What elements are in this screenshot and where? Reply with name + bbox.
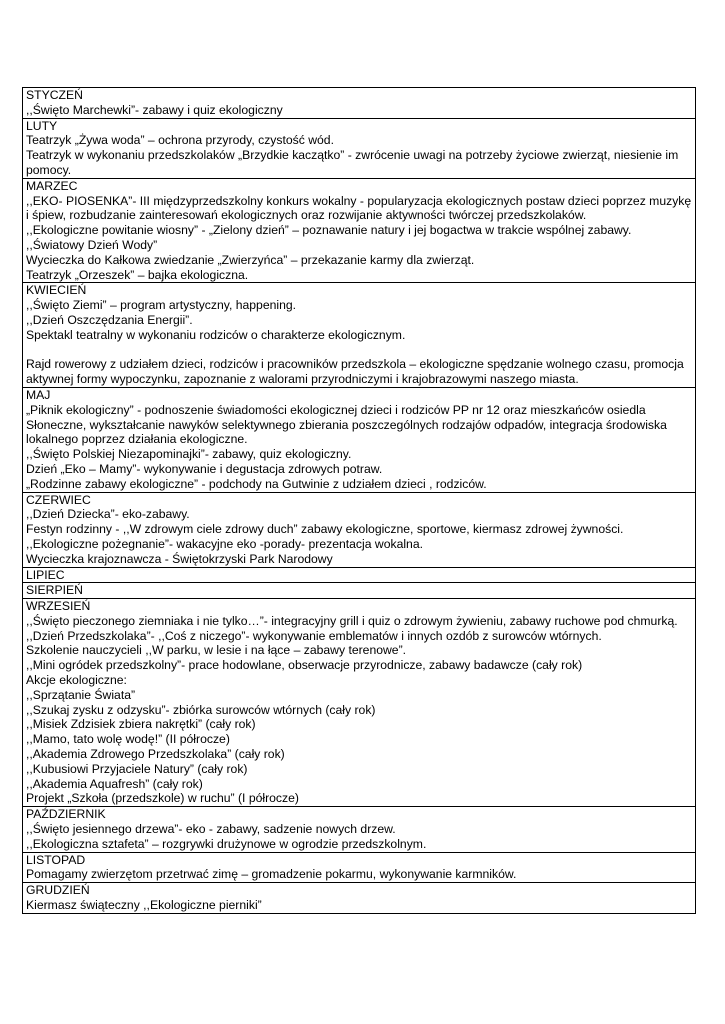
activity-line: Wycieczka do Kałkowa zwiedzanie „Zwierzyńca” – przekazanie karmy dla zwierząt.	[26, 252, 475, 267]
month-name: MAJ	[26, 387, 51, 402]
activity-line: ,,Mamo, tato wolę wodę!” (II półrocze)	[26, 732, 230, 747]
activity-line: ,,Ekologiczne powitanie wiosny” - „Zielony dzień” – poznawanie natury i jej bogactwa w trakcie wspólnej zabawy.	[26, 223, 632, 238]
activity-line: Słoneczne, wykształcanie nawyków selektywnego zbierania poszczególnych rodzajów odpadów, integracja środowiska	[26, 417, 667, 432]
activity-line: ,,EKO- PIOSENKA”- III międzyprzedszkolny konkurs wokalny - popularyzacja ekologicznych postaw dzieci poprzez muzykę	[26, 193, 692, 208]
month-row	[23, 568, 695, 584]
month-row	[23, 179, 695, 284]
activity-line: ,,Mini ogródek przedszkolny”- prace hodowlane, obserwacje przyrodnicze, zabawy badawcze (cały rok)	[26, 658, 583, 673]
month-row	[23, 119, 695, 179]
month-name: LUTY	[26, 118, 58, 133]
activity-line: aktywnej formy wypoczynku, zapoznanie z walorami przyrodniczymi i krajobrazowymi naszego miasta.	[26, 372, 579, 387]
activity-line: ,,Ekologiczna sztafeta” – rozgrywki drużynowe w ogrodzie przedszkolnym.	[26, 836, 427, 851]
month-row	[23, 88, 695, 119]
activity-line: „Piknik ekologiczny” - podnoszenie świadomości ekologicznej dzieci i rodziców PP nr 12 oraz mieszkańców osiedla	[26, 402, 646, 417]
month-row	[23, 853, 695, 884]
month-name: WRZESIEŃ	[26, 599, 91, 614]
activity-line: Projekt „Szkoła (przedszkole) w ruchu” (I półrocze)	[26, 791, 299, 806]
month-row	[23, 807, 695, 852]
activity-line: ,,Światowy Dzień Wody”	[26, 237, 158, 252]
activity-line: i śpiew, rozbudzanie zainteresowań ekologicznych oraz rozwijanie aktywności twórczej przedszkolaków.	[26, 208, 587, 223]
month-name: LIPIEC	[26, 567, 65, 582]
month-name: KWIECIEŃ	[26, 283, 87, 298]
activity-line: Teatrzyk w wykonaniu przedszkolaków „Brzydkie kaczątko” - zwrócenie uwagi na potrzeby życiowe zwierząt, niesienie im	[26, 148, 679, 163]
activity-line: Teatrzyk „Żywa woda” – ochrona przyrody, czystość wód.	[26, 133, 334, 148]
activity-line: Akcje ekologiczne:	[26, 673, 127, 688]
month-row	[23, 883, 695, 914]
activity-line	[26, 343, 692, 358]
month-name: SIERPIEŃ	[26, 583, 83, 598]
month-row	[23, 583, 695, 599]
month-row	[23, 283, 695, 388]
activity-line: ,,Akademia Zdrowego Przedszkolaka” (cały rok)	[26, 747, 285, 762]
month-name: LISTOPAD	[26, 852, 86, 867]
activity-line: Spektakl teatralny w wykonaniu rodziców o charakterze ekologicznym.	[26, 327, 406, 342]
activity-line: ,,Święto Ziemi” – program artystyczny, happening.	[26, 298, 297, 313]
activity-line: ,,Misiek Zdzisiek zbiera nakrętki” (cały rok)	[26, 717, 256, 732]
activity-line: „Rodzinne zabawy ekologiczne” - podchody na Gutwinie z udziałem dzieci , rodziców.	[26, 476, 487, 491]
month-name: PAŹDZIERNIK	[26, 807, 106, 822]
month-name: GRUDZIEŃ	[26, 883, 90, 898]
activity-line: Szkolenie nauczycieli ,,W parku, w lesie i na łące – zabawy terenowe”.	[26, 643, 407, 658]
activity-line: Rajd rowerowy z udziałem dzieci, rodziców i pracowników przedszkola – ekologiczne spędzanie wolnego czasu, promocja	[26, 357, 684, 372]
activity-line: Kiermasz świąteczny ,,Ekologiczne pierniki”	[26, 898, 262, 913]
activity-line: Festyn rodzinny - ,,W zdrowym ciele zdrowy duch” zabawy ekologiczne, sportowe, kiermasz zdrowej żywności.	[26, 522, 624, 537]
activity-line: pomocy.	[26, 162, 72, 177]
activity-line: ,,Kubusiowi Przyjaciele Natury” (cały rok)	[26, 761, 248, 776]
activity-line: ,,Święto Marchewki”- zabawy i quiz ekologiczny	[26, 102, 283, 117]
activity-line: ,,Ekologiczne pożegnanie”- wakacyjne eko -porady- prezentacja wokalna.	[26, 536, 423, 551]
activity-calendar-table	[22, 87, 696, 914]
activity-line: ,,Dzień Dziecka”- eko-zabawy.	[26, 507, 190, 522]
activity-line: ,,Dzień Oszczędzania Energii”.	[26, 312, 193, 327]
month-row	[23, 493, 695, 568]
month-row	[23, 599, 695, 807]
activity-line: lokalnego poprzez działania ekologiczne.	[26, 432, 248, 447]
month-name: CZERWIEC	[26, 492, 91, 507]
activity-line: Wycieczka krajoznawcza - Świętokrzyski Park Narodowy	[26, 551, 333, 566]
activity-line: ,,Święto pieczonego ziemniaka i nie tylko…”- integracyjny grill i quiz o zdrowym żywieniu, zabawy ruchowe pod chmurką.	[26, 613, 678, 628]
month-row	[23, 388, 695, 493]
activity-line: ,,Święto Polskiej Niezapominajki”- zabawy, quiz ekologiczny.	[26, 447, 352, 462]
activity-line: ,,Dzień Przedszkolaka”- ,,Coś z niczego”- wykonywanie emblematów i innych ozdób z surowców wtórnych.	[26, 628, 602, 643]
activity-line: ,,Święto jesiennego drzewa”- eko - zabawy, sadzenie nowych drzew.	[26, 822, 396, 837]
activity-line: ,,Akademia Aquafresh” (cały rok)	[26, 776, 203, 791]
activity-line: Teatrzyk „Orzeszek” – bajka ekologiczna.	[26, 267, 249, 282]
activity-line: ,,Sprzątanie Świata”	[26, 687, 136, 702]
activity-line: Pomagamy zwierzętom przetrwać zimę – gromadzenie pokarmu, wykonywanie karmników.	[26, 867, 517, 882]
activity-line: ,,Szukaj zysku z odzysku”- zbiórka surowców wtórnych (cały rok)	[26, 702, 376, 717]
month-name: STYCZEŃ	[26, 88, 83, 102]
month-name: MARZEC	[26, 178, 78, 193]
activity-line: Dzień „Eko – Mamy”- wykonywanie i degustacja zdrowych potraw.	[26, 461, 383, 476]
